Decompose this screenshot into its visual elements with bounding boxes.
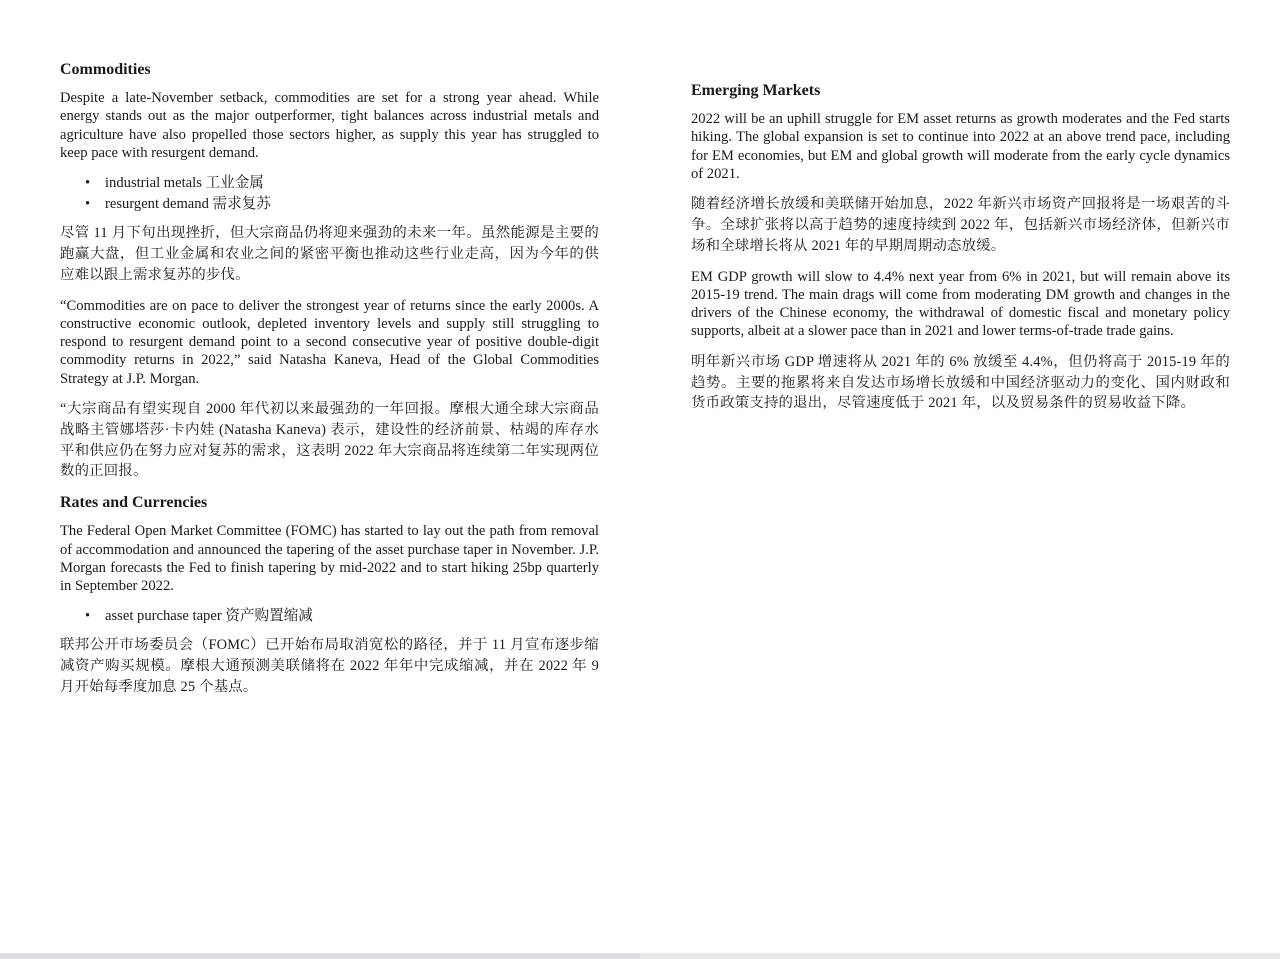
vocab-item: • asset purchase taper 资产购置缩减 xyxy=(105,606,599,627)
emerging-section xyxy=(691,81,1230,414)
commodities-paragraph: Despite a late-November setback, commodities are set for a strong year ahead. While energy stands out as the major outperformer, tight balances across industrial metals and agriculture have also propelled those sectors higher, as supply this year has struggled to keep pace with resurgent demand. xyxy=(60,90,599,161)
rates-paragraph: The Federal Open Market Committee (FOMC) has started to lay out the path from removal of accommodation and announced the tapering of the asset purchase taper in November. J.P. Morgan forecasts the Fed to finish tapering by mid-2022 and to start hiking 25bp quarterly in September 2022. xyxy=(60,523,599,595)
commodities-vocab-list xyxy=(60,173,599,215)
rates-section xyxy=(60,493,599,698)
commodities-quote-zh: “大宗商品有望实现自 2000 年代初以来最强劲的一年回报。摩根大通全球大宗商品战略主管娜塔莎·卡内娃 (Natasha Kaneva) 表示，建设性的经济前景、枯竭的库存水平和供应仍在努力应对复苏的需求，这表明 2022 年大宗商品将连续第二年实现两位数的正回报。 xyxy=(60,401,599,480)
emerging-heading: Emerging Markets xyxy=(691,82,821,99)
rates-heading: Rates and Currencies xyxy=(60,494,208,512)
emerging-paragraph-zh: 随着经济增长放缓和美联储开始加息，2022 年新兴市场资产回报将是一场艰苦的斗争。全球扩张将以高于趋势的速度持续到 2022 年，包括新兴市场经济体，但新兴市场和全球增长将从 2021 年的早期周期动态放缓。 xyxy=(691,196,1230,254)
page-bottom-edge-left xyxy=(0,953,640,959)
commodities-section xyxy=(60,60,599,482)
commodities-paragraph-zh: 尽管 11 月下旬出现挫折，但大宗商品仍将迎来强劲的未来一年。虽然能源是主要的跑赢大盘，但工业金属和农业之间的紧密平衡也推动这些行业走高，因为今年的供应难以跟上需求复苏的步伐。 xyxy=(60,225,599,283)
right-column xyxy=(691,81,1230,425)
rates-paragraph-zh: 联邦公开市场委员会（FOMC）已开始布局取消宽松的路径，并于 11 月宣布逐步缩减资产购买规模。摩根大通预测美联储将在 2022 年年中完成缩减，并在 2022 年 9 月开始每季度加息 25 个基点。 xyxy=(60,637,599,696)
emerging-paragraph: 2022 will be an uphill struggle for EM asset returns as growth moderates and the Fed starts hiking. The global expansion is set to continue into 2022 at an above trend pace, including for EM economies, but EM and global growth will moderate from the early cycle dynamics of 2021. xyxy=(691,111,1230,182)
commodities-heading: Commodities xyxy=(60,61,151,78)
vocab-item: • industrial metals 工业金属 xyxy=(105,173,599,194)
page-bottom-edge xyxy=(0,953,1280,959)
emerging-paragraph-2-zh: 明年新兴市场 GDP 增速将从 2021 年的 6% 放缓至 4.4%，但仍将高于 2015-19 年的趋势。主要的拖累将来自发达市场增长放缓和中国经济驱动力的变化、国内财政和货币政策支持的退出，尽管速度低于 2021 年，以及贸易条件的贸易收益下降。 xyxy=(691,353,1230,412)
left-column xyxy=(60,60,599,709)
vocab-item: • resurgent demand 需求复苏 xyxy=(105,194,599,215)
emerging-paragraph-2: EM GDP growth will slow to 4.4% next year from 6% in 2021, but will remain above its 2015-19 trend. The main drags will come from moderating DM growth and changes in the drivers of the Chinese economy, the withdrawal of domestic fiscal and monetary policy supports, albeit at a slower pace than in 2021 and lower terms-of-trade trade gains. xyxy=(691,268,1230,340)
commodities-quote: “Commodities are on pace to deliver the strongest year of returns since the early 2000s. A constructive economic outlook, depleted inventory levels and supply still struggling to respond to resurgent demand point to a second consecutive year of positive double-digit commodity returns in 2022,” said Natasha Kaneva, Head of the Global Commodities Strategy at J.P. Morgan. xyxy=(60,297,599,387)
rates-vocab-list xyxy=(60,606,599,627)
